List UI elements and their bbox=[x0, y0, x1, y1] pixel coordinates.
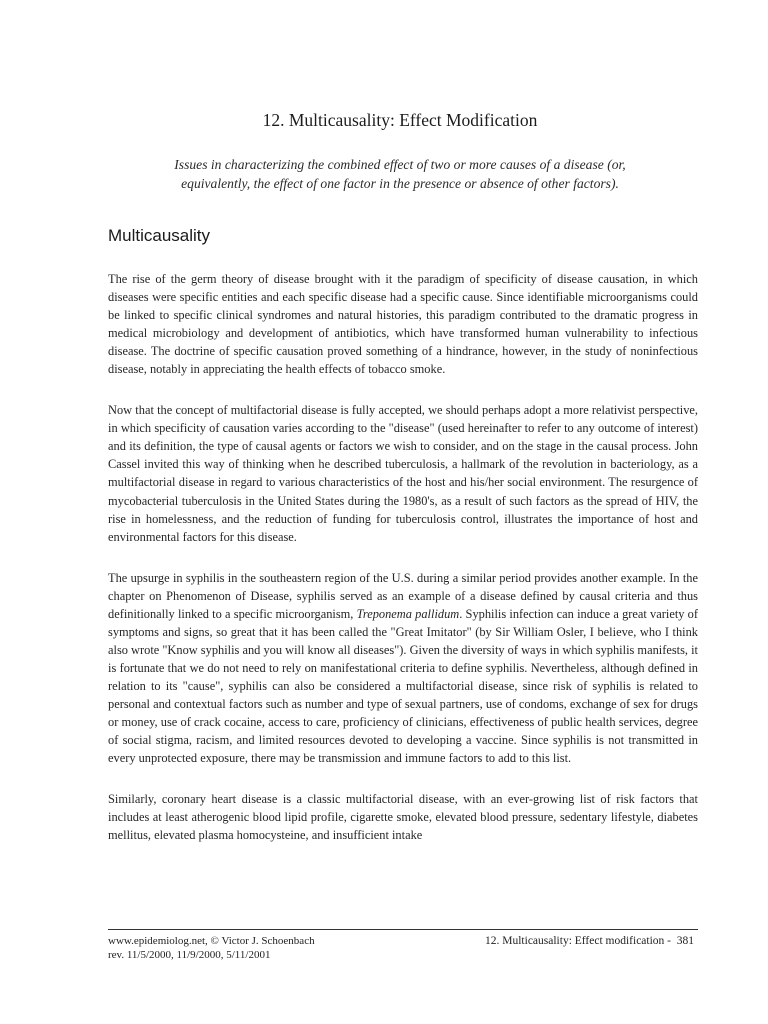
footer-left bbox=[108, 934, 315, 962]
paragraph-germ-theory: The rise of the germ theory of disease brought with it the paradigm of specificity of disease causation, in which diseases were specific entities and each specific disease had a specific cause. Since identifiable microorganisms could be linked to specific clinical syndromes and natural histories, this paradigm contributed to the dramatic progress in medical microbiology and development of antibiotics, which have transformed human vulnerability to infectious disease. The doctrine of specific causation proved something of a hindrance, however, in the study of noninfectious disease, notably in appreciating the health effects of tobacco smoke. bbox=[108, 272, 698, 377]
paragraph-multifactorial: Now that the concept of multifactorial disease is fully accepted, we should perhaps adopt a more relativist perspective, in which specificity of causation varies according to the "disease" (used hereinafter to refer to any outcome of interest) and its definition, the type of causal agents or factors we wish to consider, and on the stage in the causal process. John Cassel invited this way of thinking when he described tuberculosis, a hallmark of the revolution in bacteriology, as a multifactorial disease in regard to various characteristics of the host and his/her social environment. The resurgence of mycobacterial tuberculosis in the United States during the 1980's, as a result of such factors as the spread of HIV, the rise in homelessness, and the reduction of funding for tuberculosis control, illustrates the importance of host and environmental factors for this disease. bbox=[108, 403, 698, 544]
footer-revision: rev. 11/5/2000, 11/9/2000, 5/11/2001 bbox=[108, 949, 271, 961]
footer-right bbox=[470, 934, 694, 948]
paragraph-syphilis-text-1: The upsurge in syphilis in the southeastern region of the U.S. during a similar period provides another example. In the chapter on Phenomenon of Disease, syphilis served as an example of a disease defined by causal criteria and thus definitionally linked to a specific microorganism, bbox=[108, 570, 698, 621]
body-text bbox=[108, 270, 698, 867]
section-heading: Multicausality bbox=[108, 226, 211, 245]
paragraph-syphilis-text-2: . Syphilis infection can induce a great variety of symptoms and signs, so great that it has been called the "Great Imitator" (by Sir William Osler, I believe, who I think also wrote "Know syphilis and you will know all diseases"). Given the diversity of ways in which syphilis manifests, it is fortunate that we do not need to rely on manifestational criteria to define syphilis. Nevertheless, although defined in relation to its "cause", syphilis can also be considered a multifactorial disease, since risk of syphilis is related to personal and contextual factors such as number and type of sexual partners, use of condoms, exchange of sex for drugs or money, use of crack cocaine, access to care, proficiency of clinicians, effectiveness of public health services, degree of social stigma, racism, and limited resources devoted to developing a vaccine. Since syphilis is not transmitted in every unprotected exposure, there may be transmission and immune factors to add to this list. bbox=[108, 606, 699, 766]
footer-running-title: 12. Multicausality: Effect modification - bbox=[485, 935, 671, 947]
species-name: Treponema pallidum bbox=[356, 606, 460, 621]
chapter-subtitle: Issues in characterizing the combined effect of two or more causes of a disease (or, equivalently, the effect of one factor in the presence or absence of other factors). bbox=[174, 157, 626, 191]
chapter-title: 12. Multicausality: Effect Modification bbox=[262, 110, 538, 130]
paragraph-coronary: Similarly, coronary heart disease is a classic multifactorial disease, with an ever-growing list of risk factors that includes at least atherogenic blood lipid profile, cigarette smoke, elevated blood pressure, sedentary lifestyle, diabetes mellitus, elevated plasma homocysteine, and insufficient intake bbox=[108, 792, 698, 843]
footer-rule bbox=[108, 929, 698, 930]
paragraph-syphilis bbox=[108, 569, 698, 768]
footer-copyright: www.epidemiolog.net, © Victor J. Schoenbach bbox=[108, 935, 315, 947]
page-number: 381 bbox=[676, 935, 694, 947]
